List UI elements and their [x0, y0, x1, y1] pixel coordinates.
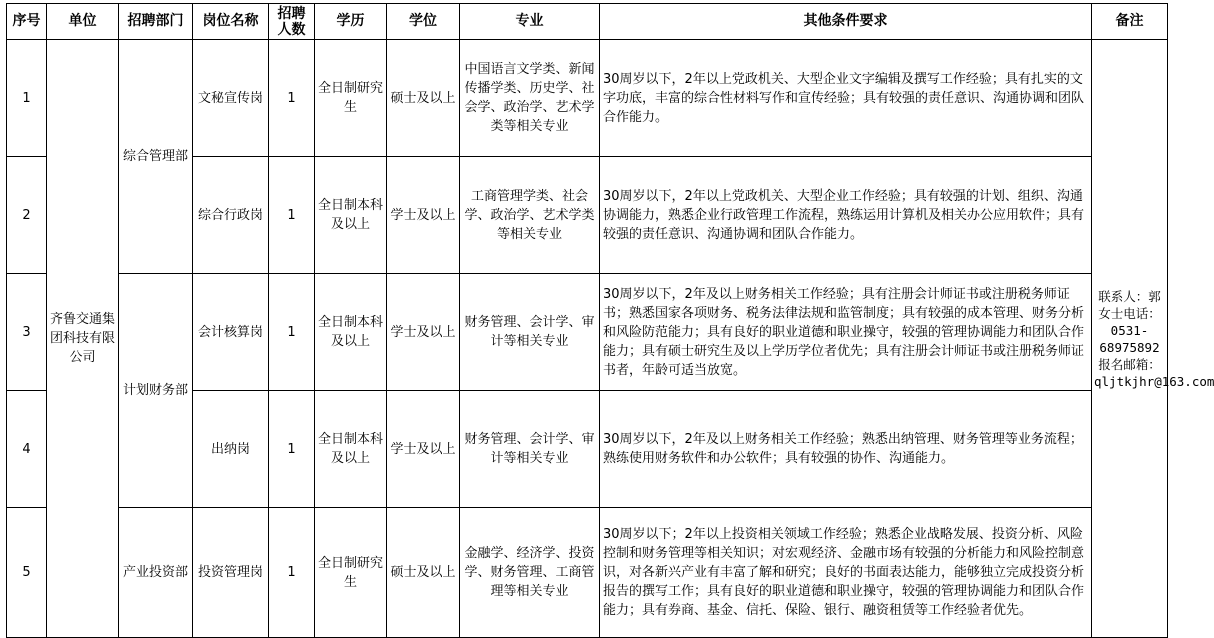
row-requirements: 30周岁以下，2年以上党政机关、大型企业文字编辑及撰写工作经验；具有扎实的文字功底，丰富的综合性材料写作和宣传经验；具有较强的责任意识、沟通协调和团队合作能力。 — [600, 40, 1092, 157]
row-count: 1 — [269, 274, 315, 391]
row-education: 全日制本科及以上 — [315, 157, 387, 274]
header-requirements: 其他条件要求 — [600, 4, 1092, 40]
row-count: 1 — [269, 391, 315, 508]
row-count: 1 — [269, 508, 315, 638]
table-row — [7, 508, 1168, 638]
row-degree: 学士及以上 — [387, 391, 460, 508]
row-requirements: 30周岁以下；2年以上投资相关领域工作经验；熟悉企业战略发展、投资分析、风险控制和财务管理等相关知识；对宏观经济、金融市场有较强的分析能力和风险控制意识，对各新兴产业有丰富了解和研究；良好的书面表达能力，能够独立完成投资分析报告的撰写工作；具有良好的职业道德和职业操守，较强的管理协调能力和团队合作能力；具有券商、基金、信托、保险、银行、融资租赁等工作经验者优先。 — [600, 508, 1092, 638]
row-count: 1 — [269, 40, 315, 157]
header-major: 专业 — [460, 4, 600, 40]
row-degree: 硕士及以上 — [387, 508, 460, 638]
row-education: 全日制研究生 — [315, 508, 387, 638]
dept-investment: 产业投资部 — [119, 508, 193, 638]
header-education: 学历 — [315, 4, 387, 40]
row-seq: 2 — [7, 157, 47, 274]
header-notes: 备注 — [1092, 4, 1168, 40]
row-degree: 硕士及以上 — [387, 40, 460, 157]
header-unit: 单位 — [47, 4, 119, 40]
row-position: 综合行政岗 — [193, 157, 269, 274]
row-seq: 1 — [7, 40, 47, 157]
row-major: 金融学、经济学、投资学、财务管理、工商管理等相关专业 — [460, 508, 600, 638]
row-major: 财务管理、会计学、审计等相关专业 — [460, 391, 600, 508]
table-row — [7, 40, 1168, 157]
row-seq: 3 — [7, 274, 47, 391]
row-education: 全日制研究生 — [315, 40, 387, 157]
dept-finance: 计划财务部 — [119, 274, 193, 508]
row-degree: 学士及以上 — [387, 157, 460, 274]
unit-name: 齐鲁交通集团科技有限公司 — [47, 40, 119, 638]
dept-general: 综合管理部 — [119, 40, 193, 274]
row-education: 全日制本科及以上 — [315, 391, 387, 508]
row-requirements: 30周岁以下，2年及以上财务相关工作经验；熟悉出纳管理、财务管理等业务流程；熟练使用财务软件和办公软件；具有较强的协作、沟通能力。 — [600, 391, 1092, 508]
notes-contact: 联系人：郭女士电话：0531-68975892报名邮箱：qljtkjhr@163.com — [1092, 40, 1168, 638]
row-position: 投资管理岗 — [193, 508, 269, 638]
row-seq: 5 — [7, 508, 47, 638]
header-count: 招聘人数 — [269, 4, 315, 40]
row-requirements: 30周岁以下，2年以上党政机关、大型企业工作经验；具有较强的计划、组织、沟通协调能力，熟悉企业行政管理工作流程，熟练运用计算机及相关办公应用软件；具有较强的责任意识、沟通协调和团队合作能力。 — [600, 157, 1092, 274]
row-position: 文秘宣传岗 — [193, 40, 269, 157]
row-major: 中国语言文学类、新闻传播学类、历史学、社会学、政治学、艺术学类等相关专业 — [460, 40, 600, 157]
header-seq: 序号 — [7, 4, 47, 40]
row-position: 出纳岗 — [193, 391, 269, 508]
table-row — [7, 274, 1168, 391]
header-position: 岗位名称 — [193, 4, 269, 40]
header-dept: 招聘部门 — [119, 4, 193, 40]
row-position: 会计核算岗 — [193, 274, 269, 391]
row-seq: 4 — [7, 391, 47, 508]
header-row — [7, 4, 1168, 40]
header-degree: 学位 — [387, 4, 460, 40]
recruitment-table — [6, 3, 1214, 638]
row-major: 工商管理学类、社会学、政治学、艺术学类等相关专业 — [460, 157, 600, 274]
row-degree: 学士及以上 — [387, 274, 460, 391]
row-major: 财务管理、会计学、审计等相关专业 — [460, 274, 600, 391]
row-count: 1 — [269, 157, 315, 274]
row-education: 全日制本科及以上 — [315, 274, 387, 391]
row-requirements: 30周岁以下，2年及以上财务相关工作经验；具有注册会计师证书或注册税务师证书；熟悉国家各项财务、税务法律法规和监管制度；具有较强的成本管理、财务分析和风险防范能力；具有良好的职业道德和职业操守，较强的管理协调能力和团队合作能力；具有硕士研究生及以上学历学位者优先；具有注册会计师证书或注册税务师证书者，年龄可适当放宽。 — [600, 274, 1092, 391]
